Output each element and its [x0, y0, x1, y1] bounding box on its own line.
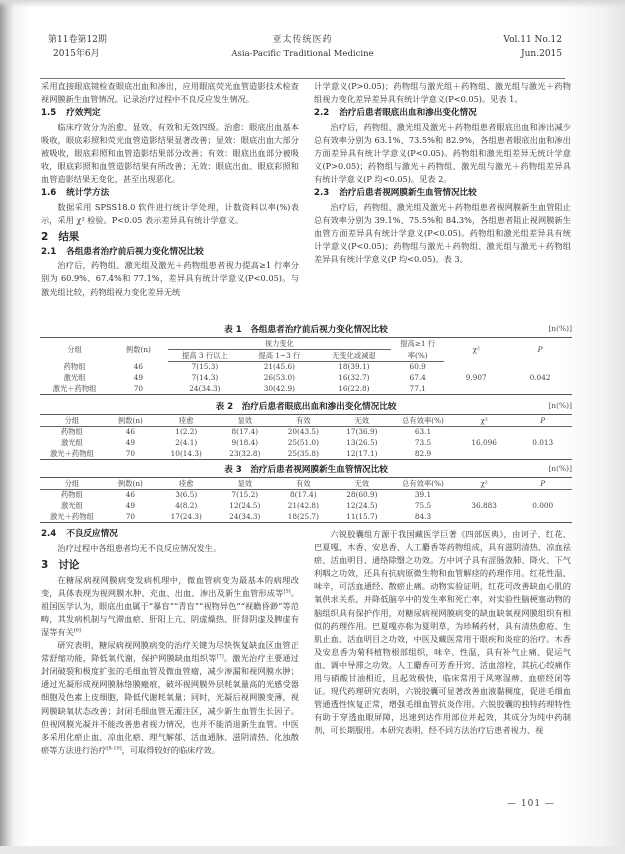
paragraph-discussion-1 — [41, 574, 299, 639]
cell-rate: 84.3 — [414, 511, 432, 521]
cell-value: 2(4.1) — [175, 437, 198, 447]
table-3-caption — [40, 463, 572, 477]
cell-value: 25(51.0) — [287, 437, 319, 447]
table-1-caption — [40, 323, 572, 337]
citation-ref: [6] — [73, 627, 81, 634]
cell-value: 16(22.8) — [338, 383, 370, 393]
cell-value: 21(42.8) — [287, 500, 319, 510]
header-ineffective: 无效 — [333, 415, 392, 427]
header-rate-line1: 提高≥1 行 — [400, 339, 436, 349]
cell-n: 49 — [133, 372, 144, 382]
header-group: 分组 — [40, 478, 104, 490]
cell-value: 10(14.3) — [170, 448, 202, 458]
section-title: 不良反应情况 — [66, 529, 118, 539]
paragraph-discussion-2 — [41, 639, 299, 757]
header-vision-change: 视力变化 — [264, 339, 294, 348]
cell-group: 激光组 — [60, 500, 83, 510]
cell-chi-square: 9.907 — [465, 372, 487, 382]
paragraph-hemorrhage-results: 治疗后，药物组、激光组及激光＋药物组患者眼底出血和渗出减少总有效率分别为 63.1%、73.5%和 82.9%，各组患者眼底出血和渗出方面差异具有统计学意义(P<0.05)。药物组和激光组差异无统计学意义(P>0.05)；药物组与激光＋药物组、激光组与激光＋药物组差异具有统计学意义(P 均<0.05)。见表 2。 — [314, 121, 571, 185]
cell-value: 11(15.7) — [346, 511, 378, 521]
cell-rate: 63.1 — [414, 427, 432, 436]
table-2-grid — [40, 414, 572, 460]
table-caption-text: 表 3 治疗后患者视网膜新生血管情况比较 — [224, 465, 388, 475]
cell-value: 12(24.5) — [346, 500, 378, 510]
section-number: 2.3 — [314, 188, 330, 199]
citation-ref: [5] — [283, 587, 291, 594]
cell-value: 7(15.3) — [191, 362, 219, 371]
table-row — [40, 490, 572, 501]
header-date-en: Jun.2015 — [521, 49, 562, 59]
cell-value: 30(42.9) — [263, 383, 295, 393]
cell-value: 21(45.6) — [263, 362, 295, 371]
header-sub-3: 无变化或减退 — [317, 350, 391, 362]
section-title: 治疗后患者眼底出血和渗出变化情况 — [339, 108, 477, 119]
section-number: 2.1 — [41, 246, 57, 257]
table-1-grid — [40, 337, 572, 395]
cell-chi-square: 16.096 — [471, 437, 497, 447]
text-run: 。激光治疗主要通过封闭破裂和极度扩张的毛细血管及微血管瘤，减少渗漏和视网膜水肿；通过光凝形成视网膜脉络膜瘢痕，破坏视网膜外层耗氧量高的光感受器细胞及色素上皮细胞，降低代谢耗氧量；同时，光凝后视网膜变薄，视网膜缺氧状态改善；封闭毛细血管无灌注区，减少新生血管生长因子。但视网膜光凝并不能改善患者视力情况，也并不能消退新生血管。中医多采用化瘀止血、凉血化瘀、理气解郁、活血通脉、滋阴清热、化浊散瘀等方法进行治疗 — [41, 653, 299, 755]
header-sub-2: 提高 1~3 行 — [242, 350, 316, 362]
section-number: 2 — [41, 230, 49, 243]
cell-group: 药物组 — [60, 427, 83, 436]
table-unit: [n(%)] — [548, 464, 572, 473]
cell-value: 7(15.2) — [231, 490, 259, 499]
cell-n: 46 — [125, 427, 136, 436]
section-2-2-heading — [314, 107, 571, 121]
cell-n: 70 — [125, 448, 136, 458]
section-2-4-heading — [41, 528, 299, 542]
cell-group: 激光＋药物组 — [50, 448, 94, 458]
cell-value: 13(26.5) — [346, 437, 378, 447]
cell-p: 0.013 — [532, 437, 554, 447]
text-run: 在糖尿病视网膜病变发病机理中，微血管病变为最基本的病理改变，具体表现为视网膜水肿、充血、出血、渗出及新生血管形成等 — [41, 574, 299, 598]
cell-rate: 75.5 — [414, 500, 432, 510]
section-2-1-heading — [41, 246, 299, 260]
header-p: P — [513, 415, 572, 427]
header-rate-line2: 率(%) — [391, 350, 444, 362]
section-3-heading — [41, 557, 299, 573]
section-number: 1.6 — [41, 188, 57, 199]
header-group: 分组 — [67, 345, 82, 355]
section-2-heading — [41, 229, 299, 245]
table-row — [40, 427, 572, 438]
cell-p: 0.000 — [532, 500, 554, 510]
scan-shadow — [0, 0, 625, 8]
section-title: 讨论 — [58, 558, 80, 571]
cell-value: 26(53.0) — [263, 372, 295, 382]
table-caption-text: 表 1 各组患者治疗前后视力变化情况比较 — [224, 325, 388, 335]
header-volume-en: Vol.11 No.12 — [503, 35, 562, 45]
header-ineffective: 无效 — [333, 478, 392, 490]
header-volume-cn: 第11卷第12期 — [48, 35, 107, 45]
text-run: ，可取得较好的临床疗效。 — [121, 744, 220, 755]
header-group: 分组 — [40, 415, 104, 427]
section-1-6-heading — [41, 187, 299, 201]
paragraph-liurui-capsule: 六锐胶囊组方源于我国藏医学巨著《四部医典》，由诃子、红花、巴夏嘎、木香、安息香、人工麝香等药物组成，具有滋阴清热、凉血祛瘀、活血明目、通络除翳之功效。方中诃子具有涩肠敛肺、降火、下气利咽之功效，还具有抗病原微生物和血管解痉的药理作用。红花性温、味辛，可活血通经、散瘀止痛。动物实验证明，红花可改善缺血心肌的氧供求关系，并降低脑卒中的发生率和死亡率，对实验性脑梗塞动物的脑组织具有保护作用，对糖尿病视网膜病变的缺血缺氧视网膜组织有相似的药理作用。巴夏嘎亦称为夏明草，为珍稀药材，具有清热愈疮、生肌止血、活血明目之功效，中医及藏医常用于眼疾和炎症的治疗。木香及安息香为菊科植物根部组织，味辛、性温，具有补气止痛、促运气血、调中导滞之功效。人工麝香可芳香开窍、活血溶栓，其抗心绞痛作用与硝酸甘油相近，且起效极快，临床常用于风寒湿痹、血瘀经闭等证。现代药理研究表明，六锐胶囊可显著改善血液黏稠度，促进毛细血管通透性恢复正常，增强毛细血管抗炎作用。六锐胶囊的独特药理特性有助于穿透血眼屏障，迅速到达作用部位并起效，其成分为纯中药制剂，可长期服用。本研究表明，经不同方法治疗后患者视力、视 — [314, 529, 571, 736]
header-effective: 有效 — [274, 415, 333, 427]
section-number: 1.5 — [41, 108, 57, 119]
cell-chi-square: 36.883 — [471, 500, 497, 510]
cell-value: 20(43.5) — [287, 427, 319, 436]
table-2-caption — [40, 400, 572, 414]
header-n: 例数(n) — [104, 415, 157, 427]
cell-group: 激光＋药物组 — [52, 383, 97, 393]
section-title: 统计学方法 — [66, 188, 110, 199]
header-chi-square: χ² — [472, 345, 480, 355]
table-1 — [40, 323, 572, 395]
table-caption-text: 表 2 治疗后患者眼底出血和渗出变化情况比较 — [215, 402, 397, 412]
paragraph-neovascular-results: 治疗后，药物组、激光组及激光＋药物组患者视网膜新生血管阻止总有效率分别为 39.1%、75.5%和 84.3%，各组患者阻止视网膜新生血管方面差异具有统计学意义(P<0.05)。药物组和激光组差异具有统计学意义(P<0.05)；药物组与激光＋药物组、激光组与激光＋药物组差异具有统计学意义(P 均<0.05)。表 3。 — [314, 201, 571, 265]
cell-value: 18(25.7) — [287, 511, 319, 521]
section-1-5-heading — [41, 107, 299, 121]
cell-value: 17(36.9) — [346, 427, 378, 436]
header-journal-en: Asia-Pacific Traditional Medicine — [231, 49, 374, 59]
header-p: P — [513, 478, 572, 490]
left-column-top — [41, 80, 299, 299]
cell-rate: 39.1 — [414, 490, 432, 499]
section-number: 2.4 — [41, 529, 57, 539]
text-run: 研究表明，糖尿病视网膜病变的治疗关键为尽快恢复缺血区血管正常舒缩功能，降低氧代谢，保护网膜缺血组织等 — [41, 640, 299, 664]
cell-value: 24(34.3) — [189, 383, 221, 393]
cell-n: 46 — [133, 361, 144, 371]
header-date-cn: 2015年6月 — [53, 49, 100, 59]
cell-group: 激光组 — [63, 372, 86, 382]
citation-ref: [7] — [216, 653, 224, 660]
left-column-bottom — [41, 527, 299, 757]
header-n: 例数(n) — [104, 478, 157, 490]
cell-n: 49 — [125, 437, 136, 447]
page-number: — 101 — — [507, 799, 555, 809]
cell-value: 25(35.8) — [287, 448, 319, 458]
header-chi-square: χ² — [455, 415, 514, 427]
header-total-rate: 总有效率(%) — [391, 415, 455, 427]
cell-rate: 73.5 — [414, 437, 432, 447]
paragraph-vision-results: 治疗后，药物组、激光组及激光＋药物组患者视力提高≥1 行率分别为 60.9%、67.4%和 77.1%，差异具有统计学意义(P<0.05)。与激光组比较，药物组视力变化差异无统 — [41, 260, 299, 297]
cell-value: 17(24.3) — [170, 511, 202, 521]
section-title: 结果 — [58, 230, 80, 243]
cell-group: 激光＋药物组 — [50, 511, 94, 521]
header-cured: 痊愈 — [157, 415, 216, 427]
table-row — [40, 362, 572, 373]
section-title: 各组患者治疗前后视力变化情况比较 — [66, 246, 204, 257]
table-3 — [40, 463, 572, 523]
paragraph-statistics: 数据采用 SPSS18.0 软件进行统计学处理，计数资料以率(%)表示，采用 χ² 检验。P<0.05 表示差异具有统计学意义。 — [41, 201, 299, 225]
cell-group: 药物组 — [63, 361, 86, 371]
cell-n: 46 — [125, 490, 136, 499]
header-markedly-effective: 显效 — [216, 478, 275, 490]
cell-group: 药物组 — [60, 490, 83, 499]
paragraph-adverse-reactions: 治疗过程中各组患者均无不良反应情况发生。 — [57, 542, 222, 553]
header-markedly-effective: 显效 — [216, 415, 275, 427]
right-column-bottom — [314, 528, 571, 738]
paragraph-methods-tail: 采用直接眼底镜检查眼底出血和渗出，应用眼底荧光血管造影技术检查视网膜新生血管情况。记录治疗过程中不良反应发生情况。 — [41, 81, 299, 105]
running-header — [40, 30, 565, 79]
cell-value: 12(17.1) — [346, 448, 378, 458]
section-2-3-heading — [314, 187, 571, 201]
cell-value: 4(8.2) — [175, 500, 198, 510]
section-number: 3 — [41, 558, 49, 571]
cell-value: 18(39.1) — [338, 362, 370, 371]
table-3-grid — [40, 477, 572, 523]
cell-n: 70 — [125, 511, 136, 521]
cell-value: 12(24.5) — [229, 500, 261, 510]
cell-n: 49 — [125, 500, 136, 510]
cell-p: 0.042 — [529, 372, 551, 382]
header-chi-square: χ² — [455, 478, 514, 490]
table-unit: [n(%)] — [548, 401, 572, 410]
cell-value: 3(6.5) — [175, 490, 198, 499]
paragraph-efficacy-criteria: 临床疗效分为治愈、显效、有效和无效四级。治愈：眼底出血基本吸收，眼底彩照和荧光血管造影结果显著改善；显效：眼底出血大部分被吸收，眼底彩照和血管造影结果部分改善；有效：眼底出血部分被吸收，眼底彩照和血管造影结果有所改善；无效：眼底出血、眼底彩照和血管造影结果无变化，甚至出现恶化。 — [41, 121, 299, 185]
table-unit: [n(%)] — [548, 324, 572, 333]
cell-value: 24(34.3) — [229, 511, 261, 521]
section-number: 2.2 — [314, 108, 330, 119]
cell-rate: 77.1 — [409, 383, 426, 393]
cell-value: 8(17.4) — [231, 427, 259, 436]
header-effective: 有效 — [274, 478, 333, 490]
cell-value: 1(2.2) — [175, 427, 198, 436]
section-title: 治疗后患者视网膜新生血管情况比较 — [339, 188, 477, 199]
cell-rate: 60.9 — [409, 362, 426, 371]
cell-value: 16(32.7) — [338, 372, 370, 382]
section-title: 疗效判定 — [66, 108, 101, 119]
paragraph-vision-results-cont: 计学意义(P>0.05)；药物组与激光组＋药物组、激光组与激光＋药物组视力变化差异差异具有统计学意义(P<0.05)。见表 1。 — [314, 81, 571, 105]
cell-value: 9(18.4) — [231, 437, 259, 447]
cell-rate: 82.9 — [414, 448, 432, 458]
citation-ref: [8-10] — [106, 745, 122, 752]
header-sub-1: 提高 3 行以上 — [168, 350, 242, 362]
header-p: P — [537, 345, 543, 355]
cell-value: 8(17.4) — [290, 490, 317, 499]
cell-group: 激光组 — [60, 437, 83, 447]
right-column-top — [314, 80, 571, 266]
cell-value: 28(60.9) — [346, 490, 378, 499]
cell-value: 23(32.8) — [229, 448, 261, 458]
text-run: 。祖国医学认为，眼底出血属于“暴盲”“青盲”“视物异色”“视瞻昏渺”等范畴，其发病机制与气滞血瘀、肝阳上亢、阴虚燥热、肝肾阴虚及脾虚有湿等有关 — [41, 587, 299, 637]
header-journal-cn: 亚太传统医药 — [272, 35, 333, 45]
cell-value: 7(14.3) — [191, 372, 219, 382]
cell-rate: 67.4 — [409, 372, 426, 382]
header-n: 例数(n) — [125, 345, 151, 355]
cell-n: 70 — [133, 383, 144, 393]
table-2 — [40, 400, 572, 460]
header-total-rate: 总有效率(%) — [391, 478, 455, 490]
header-cured: 痊愈 — [157, 478, 216, 490]
